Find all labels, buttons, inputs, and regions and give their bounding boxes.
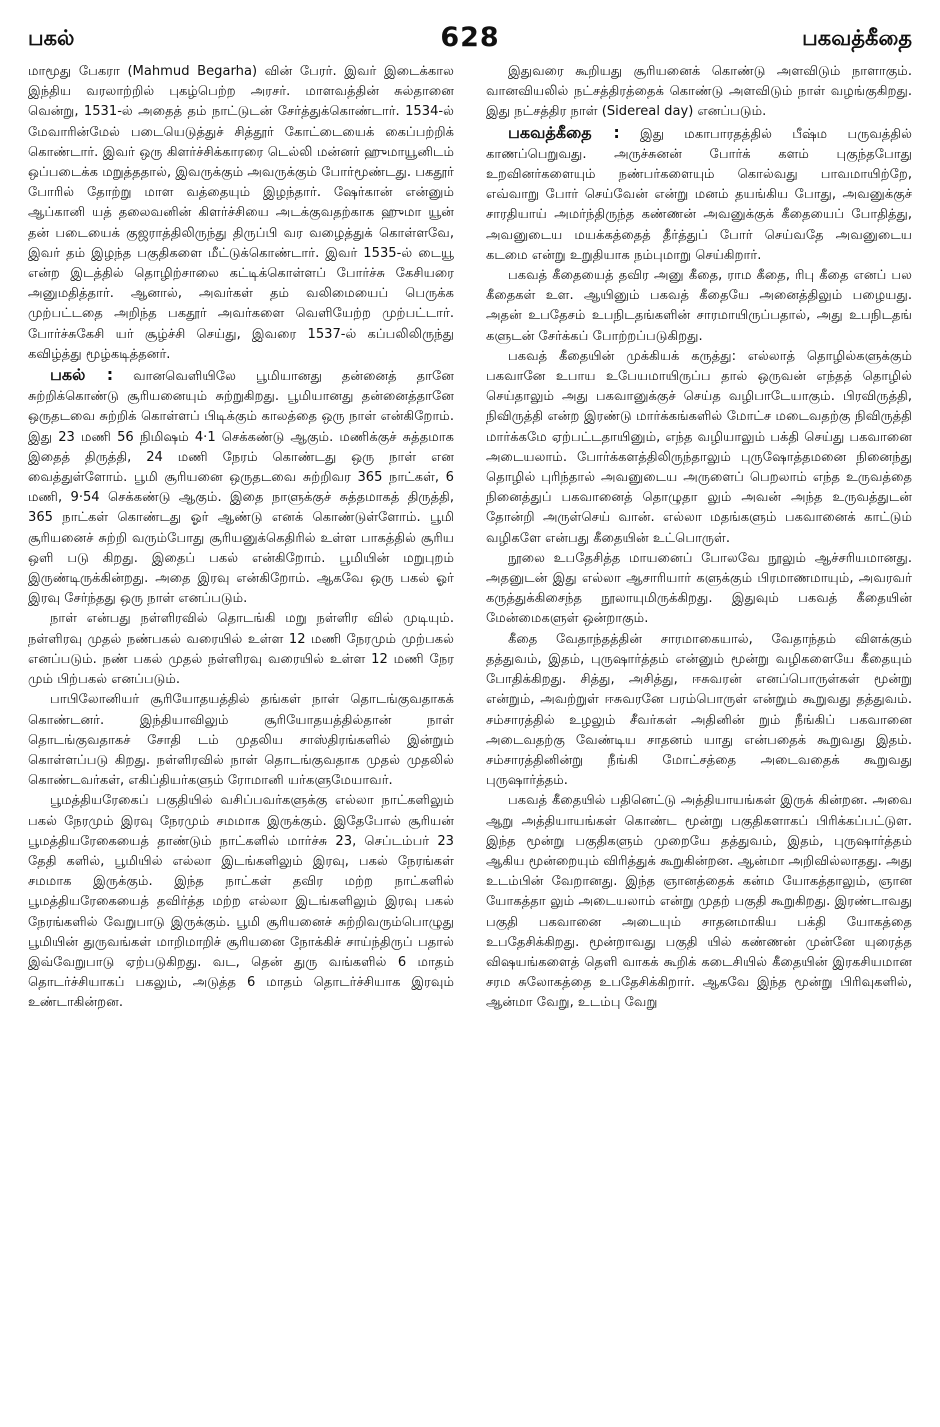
right-paragraph-2-text: இது மகாபாரதத்தில் பீஷ்ம பருவத்தில் காணப்பெறுவது. அருச்சுனன் போர்க் களம் புகுந்தபோது உறவினர்களையும் நண்பர்களையும் கொல்வது பாவமாயிற்றே, எவ்வாறு போர் செய்வேன் என்று மனம் தயங்கிய போது, அவனுக்குச் சாரதியாய் அமர்ந்திருந்த கண்ணன் அவனுக்குக் கீதையைப் போதித்து, அவனுடைய மயக்கத்தைத் தீர்த்துப் போர் செய்வதே அவனுடைய கடமை என்று உறுதியாக நம்புமாறு செய்கிறார். [486,126,912,263]
right-column [486,62,912,1014]
entry-term-pakal: பகல் : [50,365,114,385]
header-right-keyword: பகவத்கீதை [802,26,912,50]
right-paragraph-2 [486,123,912,266]
page-number: 628 [440,22,500,53]
left-paragraph-2-text: வானவெளியிலே பூமியானது தன்னைத் தானே சுற்றிக்கொண்டு சூரியனையும் சுற்றுகிறது. பூமியானது தன்னைத்தானே ஒருதடவை சுற்றிக் கொள்ளப் பிடிக்கும் காலத்தை ஒரு நாள் என்கிறோம். இது 23 மணி 56 நிமிஷம் 4·1 செக்கண்டு ஆகும். மணிக்குச் சுத்தமாக இதைத் திருத்தி, 24 மணி நேரம் கொண்டது ஒரு நாள் என வைத்துள்ளோம். பூமி சூரியனை ஒருதடவை சுற்றிவர 365 நாட்கள், 6 மணி, 9·54 செக்கண்டு ஆகும். இதை நாளுக்குச் சுத்தமாகத் திருத்தி, 365 நாட்கள் கொண்டது ஓர் ஆண்டு எனக் கொண்டுள்ளோம். பூமி சூரியனைச் சுற்றி வரும்போது சூரியனுக்கெதிரில் உள்ள பாகத்தில் சூரிய ஒளி படு கிறது. இதைப் பகல் என்கிறோம். பூமியின் மறுபுறம் இருண்டிருக்கின்றது. அதை இரவு என்கிறோம். ஆகவே ஒரு பகல் ஓர் இரவு சேர்ந்தது ஒரு நாள் எனப்படும். [28,369,454,607]
left-paragraph-3: நாள் என்பது நள்ளிரவில் தொடங்கி மறு நள்ளிர வில் முடியும். நள்ளிரவு முதல் நண்பகல் வரையில் உள்ள 12 மணி நேரமும் முற்பகல் எனப்படும். நண் பகல் முதல் நள்ளிரவு வரையில் உள்ள 12 மணி நேர மும் பிற்பகல் எனப்படும். [28,611,454,688]
left-paragraph-5: பூமத்தியரேகைப் பகுதியில் வசிப்பவர்களுக்கு எல்லா நாட்களிலும் பகல் நேரமும் இரவு நேரமும் சமமாக இருக்கும். இதேபோல் சூரியன் பூமத்தியரேகையைத் தாண்டும் நாட்களில் மார்ச்சு 23, செப்டம்பர் 23 தேதி களில், பூமியில் எல்லா இடங்களிலும் இரவு, பகல் நேரங்கள் சமமாக இருக்கும். இந்த நாட்கள் தவிர மற்ற நாட்களில் பூமத்தியரேகையைத் தவிர்த்த மற்ற எல்லா இடங்களிலும் இரவு பகல் நேரங்களில் வேறுபாடு இருக்கும். பூமி சூரியனைச் சுற்றிவரும்பொழுது பூமியின் துருவங்கள் மாறிமாறிச் சூரியனை நோக்கிச் சாய்ந்திருப் பதால் இவ்வேறுபாடு ஏற்படுகிறது. வட, தென் துரு வங்களில் 6 மாதம் தொடர்ச்சியாகப் பகலும், அடுத்த 6 மாதம் தொடர்ச்சியாக இரவும் உண்டாகின்றன. [28,793,454,1011]
entry-term-bhagavad-gita: பகவத்கீதை : [508,122,620,142]
page-header [28,22,912,56]
right-paragraph-3: பகவத் கீதையைத் தவிர அனு கீதை, ராம கீதை, ரிபு கீதை எனப் பல கீதைகள் உள. ஆயினும் பகவத் கீதையே அனைத்திலும் பழையது. அதன் உபதேசம் உபநிடதங்களின் சாரமாயிருப்பதால், அது உபநிடதங் களுடன் சேர்க்கப் போற்றப்படுகிறது. [486,268,912,344]
header-left-keyword: பகல் [28,26,75,50]
right-paragraph-5: நூலை உபதேசித்த மாயனைப் போலவே நூலும் ஆச்சரியமானது. அதனுடன் இது எல்லா ஆசாரியார் களுக்கும் பிரமாணமாயும், அவரவர் கருத்துக்கிசைந்த நூலாயுமிருக்கிறது. இதுவும் பகவத் கீதையின் மேன்மைகளுள் ஒன்றாகும். [486,550,912,627]
left-column [28,62,454,1014]
left-paragraph-4: பாபிலோனியர் சூரியோதயத்தில் தங்கள் நாள் தொடங்குவதாகக் கொண்டனர். இந்தியாவிலும் சூரியோதயத்தில்தான் நாள் தொடங்குவதாகச் சோதி டம் முதலிய சாஸ்திரங்களில் இன்றும் கொள்ளப்படு கிறது. நள்ளிரவில் நாள் தொடங்குவதாக முதல் முதலில் கொண்டவர்கள், எகிப்தியர்களும் ரோமானி யர்களுமேயாவர். [28,692,454,789]
left-paragraph-2 [28,365,454,609]
right-paragraph-6: கீதை வேதாந்தத்தின் சாரமாகையால், வேதாந்தம் விளக்கும் தத்துவம், இதம், புருஷார்த்தம் என்னும் மூன்று வழிகளையே கீதையும் போதிக்கிறது. சித்து, அசித்து, ஈசுவரன் எனப்பொருள்கள் மூன்று என்றும், அவற்றுள் ஈசுவரனே பரம்பொருள் என்றும் கூறுவது தத்துவம். சம்சாரத்தில் உழலும் சீவர்கள் அதினின் றும் நீங்கிப் பகவானை அடைவதற்கு வேண்டிய சாதனம் யாது என்பதைக் கூறுவது இதம். சம்சாரத்தினின்று நீங்கி மோட்சத்தை அடைவதைக் கூறுவது புருஷார்த்தம். [486,631,912,789]
right-paragraph-7: பகவத் கீதையில் பதினெட்டு அத்தியாயங்கள் இருக் கின்றன. அவை ஆறு அத்தியாயங்கள் கொண்ட மூன்று பகுதிகளாகப் பிரிக்கப்பட்டுள. இந்த மூன்று பகுதிகளும் முறையே தத்துவம், இதம், புருஷார்த்தம் ஆகிய மூன்றையும் விரித்துக் கூறுகின்றன. ஆன்மா அறிவில்லாதது. அது உடம்பின் வேறானது. இந்த ஞானத்தைக் கன்ம யோகத்தாலும், ஞான யோகத்தா லும் அடையலாம் என்று முதற் பகுதி கூறுகிறது. இரண்டாவது பகுதி பகவானை அடையும் சாதனமாகிய பக்தி யோகத்தை உபதேசிக்கிறது. மூன்றாவது பகுதி யில் கண்ணன் முன்னே யுரைத்த விஷயங்களைத் தெளி வாகக் கூறிக் கடைசியில் கீதையின் இரகசியமான சரம சுலோகத்தை உபதேசிக்கிறார். ஆகவே இந்த மூன்று பிரிவுகளில், ஆன்மா வேறு, உடம்பு வேறு [486,793,912,1011]
right-paragraph-1: இதுவரை கூறியது சூரியனைக் கொண்டு அளவிடும் நாளாகும். வானவியலில் நட்சத்திரத்தைக் கொண்டு அளவிடும் நாள் வழங்குகிறது. இது நட்சத்திர நாள் (Sidereal day) எனப்படும். [486,64,912,120]
right-paragraph-4: பகவத் கீதையின் முக்கியக் கருத்து: எல்லாத் தொழில்களுக்கும் பகவானே உபாய உபேயமாயிருப்ப தால் ஒருவன் எந்தத் தொழில் செய்தாலும் அது பகவானுக்குச் செய்த வழிபாடேயாகும். பிரவிருத்தி, நிவிருத்தி என்ற இரண்டு மார்க்கங்களில் மோட்ச மடைவதற்கு நிவிருத்தி மார்க்கமே ஏற்பட்டதாயினும், எந்த வழியாலும் பக்தி செய்து பகவானை அடையலாம். போர்க்களத்திலிருந்தாலும் புருஷோத்தமனை நினைந்து தொழில் புரிந்தால் அவனுடைய அருளைப் பெறலாம் எந்த உருவத்தை நினைத்துப் பகவானைத் தொழுதா லும் அவன் அந்த உருவத்துடன் தோன்றி அருள்செய் வான். எல்லா மதங்களும் பகவானைக் காட்டும் வழிகளே என்பது கீதையின் உட்பொருள். [486,348,912,546]
left-paragraph-1: மாமூது பேகரா (Mahmud Begarha) வின் பேரர். இவர் இடைக்கால இந்திய வரலாற்றில் புகழ்பெற்ற அரசர். மாளவத்தின் சுல்தானை வென்று, 1531-ல் அதைத் தம் நாட்டுடன் சேர்த்துக்கொண்டார். 1534-ல் மேவாரின்மேல் படையெடுத்துச் சித்தூர் கோட்டையைக் கைப்பற்றிக் கொண்டார். இவர் ஒரு கிளர்ச்சிக்காரரை டெல்லி மன்னர் ஹுமாயூனிடம் ஒப்படைக்க மறுத்ததால், இவருக்கும் அவருக்கும் போர்மூண்டது. பகதூர் போரில் தோற்று மாள வத்தையும் இழந்தார். ஷேர்கான் என்னும் ஆப்கானி யத் தலைவனின் கிளர்ச்சியை அடக்குவதற்காக ஹுமா யூன் தன் படையைக் குஜராத்திலிருந்து திருப்பி வர வழைத்துக் கொள்ளவே, இவர் தம் இழந்த பகுதிகளை மீட்டுக்கொண்டார். இவர் 1535-ல் டையூ என்ற இடத்தில் தொழிற்சாலை கட்டிக்கொள்ளப் போர்ச்சு கேசியரை அனுமதித்தார். ஆனால், அவர்கள் தம் வலிமையைப் பெருக்க முற்பட்டதை அறிந்த பகதூர் அவர்களை வெளியேற்ற முற்பட்டார். போர்ச்சுகேசி யர் சூழ்ச்சி செய்து, இவரை 1537-ல் கப்பலிலிருந்து கவிழ்த்து மூழ்கடித்தனர். [28,64,454,362]
